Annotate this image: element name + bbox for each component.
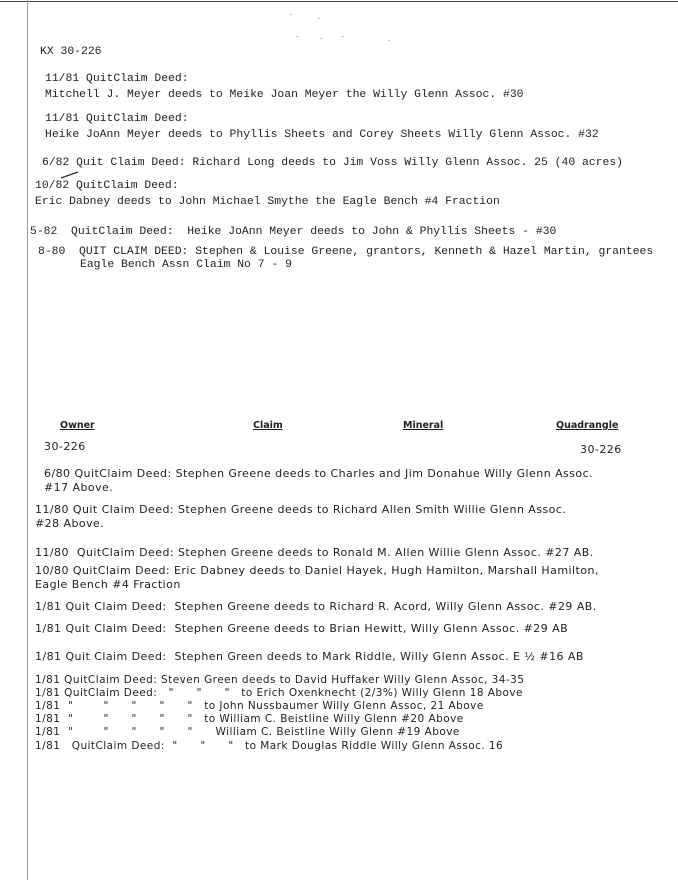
entry-line: Heike JoAnn Meyer deeds to Phyllis Sheets and Corey Sheets Willy Glenn Assoc. #32 <box>45 129 599 141</box>
page-left-margin-line <box>27 0 28 880</box>
scan-speck <box>296 36 298 37</box>
entry-line: Eric Dabney deeds to John Michael Smythe the Eagle Bench #4 Fraction <box>35 196 500 208</box>
entry-line: 11/81 QuitClaim Deed: <box>45 73 189 85</box>
entry-line: 8-80 QUIT CLAIM DEED: Stephen & Louise Greene, grantors, Kenneth & Hazel Martin, grantees <box>38 246 654 258</box>
entry-line: Mitchell J. Meyer deeds to Meike Joan Meyer the Willy Glenn Assoc. #30 <box>45 89 524 101</box>
entry-line: 1/81 " " " " " to William C. Beistline Willy Glenn #20 Above <box>35 713 464 725</box>
column-header-claim: Claim <box>253 420 283 431</box>
entry-line: Eagle Bench Assn Claim No 7 - 9 <box>80 259 292 271</box>
file-number: KX 30-226 <box>40 46 102 58</box>
entry-line: 1/81 QuitClaim Deed: " " " to Erich Oxenknecht (2/3%) Willy Glenn 18 Above <box>35 687 523 699</box>
scan-speck <box>318 18 320 19</box>
entry-line: 11/81 QuitClaim Deed: <box>45 113 189 125</box>
scan-speck <box>342 36 344 37</box>
column-header-owner: Owner <box>60 420 95 431</box>
entry-line: #17 Above. <box>44 481 114 494</box>
entry-line: 5-82 QuitClaim Deed: Heike JoAnn Meyer deeds to John & Phyllis Sheets - #30 <box>30 226 557 238</box>
entry-line: 1/81 " " " " " William C. Beistline Willy Glenn #19 Above <box>35 726 460 738</box>
entry-line: 1/81 Quit Claim Deed: Stephen Greene deeds to Richard R. Acord, Willy Glenn Assoc. #29 AB. <box>35 600 597 613</box>
handwritten-check-mark <box>60 170 80 180</box>
entry-line: 1/81 Quit Claim Deed: Stephen Green deeds to Mark Riddle, Willy Glenn Assoc. E ½ #16 AB <box>35 650 584 663</box>
serial-number-right: 30-226 <box>580 443 622 456</box>
column-header-quadrangle: Quadrangle <box>556 420 619 431</box>
entry-line: 1/81 QuitClaim Deed: " " " to Mark Douglas Riddle Willy Glenn Assoc. 16 <box>35 740 504 752</box>
entry-line: #28 Above. <box>35 517 105 530</box>
entry-line: 1/81 " " " " " to John Nussbaumer Willy Glenn Assoc, 21 Above <box>35 700 484 712</box>
scan-speck <box>388 40 390 41</box>
serial-number-left: 30-226 <box>44 440 86 453</box>
scan-speck <box>290 14 292 15</box>
scan-speck <box>320 38 322 39</box>
entry-line: Eagle Bench #4 Fraction <box>35 578 181 591</box>
page-top-border <box>0 1 678 2</box>
entry-line: 1/81 Quit Claim Deed: Stephen Greene deeds to Brian Hewitt, Willy Glenn Assoc. #29 AB <box>35 622 569 635</box>
entry-line: 10/82 QuitClaim Deed: <box>35 180 179 192</box>
entry-line: 1/81 QuitClaim Deed: Steven Green deeds to David Huffaker Willy Glenn Assoc, 34-35 <box>35 674 525 686</box>
entry-line: 11/80 QuitClaim Deed: Stephen Greene deeds to Ronald M. Allen Willie Glenn Assoc. #27 AB. <box>35 546 594 559</box>
entry-line: 6/80 QuitClaim Deed: Stephen Greene deeds to Charles and Jim Donahue Willy Glenn Assoc. <box>44 467 594 480</box>
column-header-mineral: Mineral <box>403 420 444 431</box>
entry-line: 11/80 Quit Claim Deed: Stephen Greene deeds to Richard Allen Smith Willie Glenn Assoc. <box>35 503 567 516</box>
entry-line: 10/80 QuitClaim Deed: Eric Dabney deeds to Daniel Hayek, Hugh Hamilton, Marshall Hamilton, <box>35 564 599 577</box>
entry-line: 6/82 Quit Claim Deed: Richard Long deeds to Jim Voss Willy Glenn Assoc. 25 (40 acres) <box>42 157 624 169</box>
